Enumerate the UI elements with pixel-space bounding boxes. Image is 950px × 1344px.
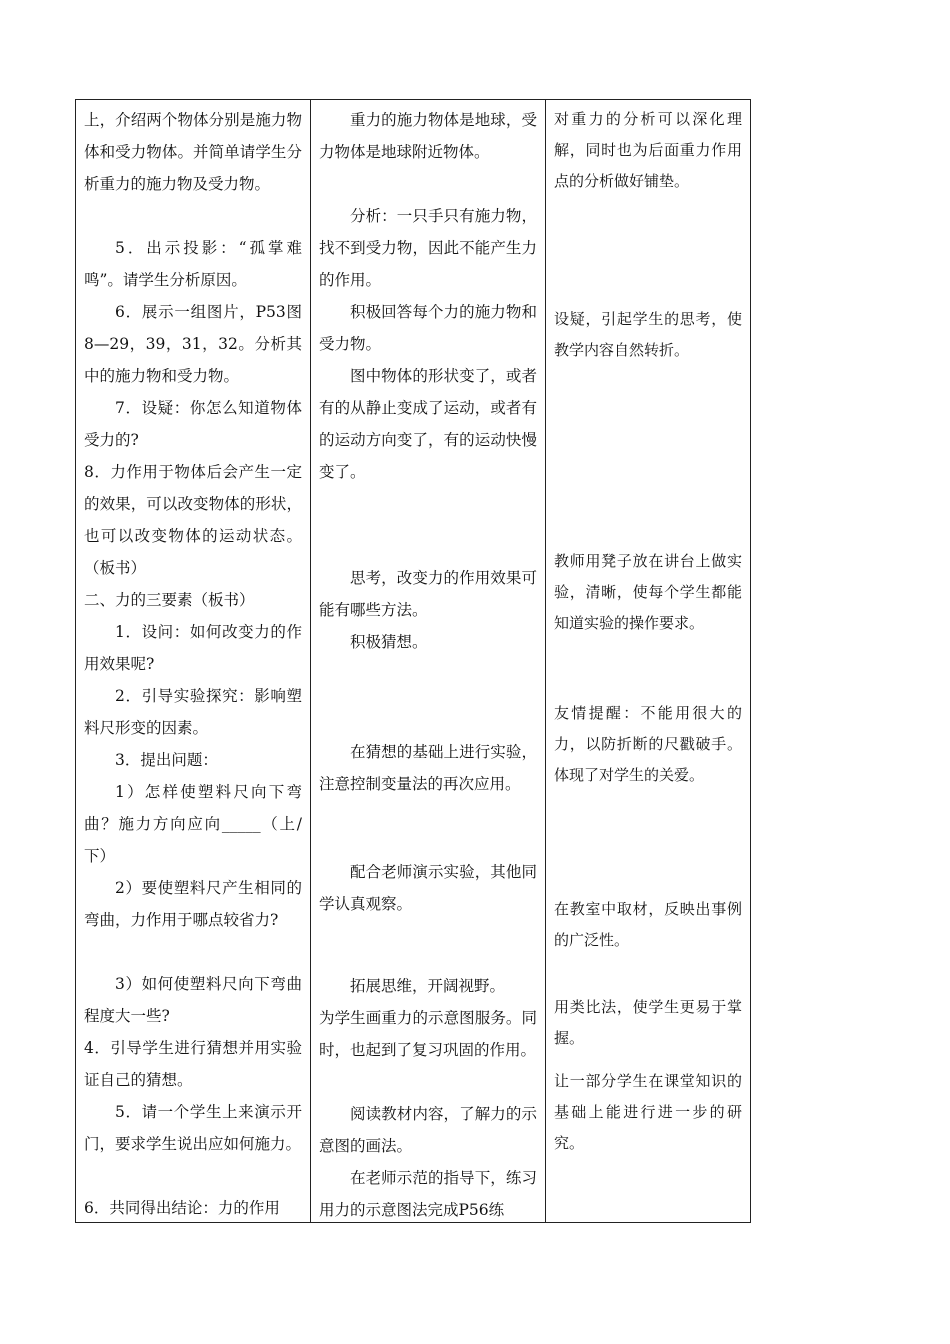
intent-paragraph: 用类比法，使学生更易于掌握。 xyxy=(554,998,742,1047)
question-paragraph: 1）怎样使塑料尺向下弯曲？施力方向应向_____（上/下） xyxy=(84,783,302,865)
teacher-paragraph: 5．出示投影：“孤掌难鸣”。请学生分析原因。 xyxy=(84,239,302,289)
student-paragraph: 配合老师演示实验，其他同学认真观察。 xyxy=(319,863,537,913)
student-paragraph: 拓展思维，开阔视野。 xyxy=(350,977,506,995)
student-paragraph: 图中物体的形状变了，或者有的从静止变成了运动，或者有的运动方向变了，有的运动快慢变了。 xyxy=(319,367,537,481)
student-activity-column xyxy=(311,100,546,1222)
student-paragraph: 分析：一只手只有施力物，找不到受力物，因此不能产生力的作用。 xyxy=(319,207,537,289)
student-paragraph: 重力的施力物体是地球，受力物体是地球附近物体。 xyxy=(319,111,537,161)
intent-paragraph: 让一部分学生在课堂知识的基础上能进行进一步的研究。 xyxy=(554,1072,742,1152)
teacher-paragraph: 6．展示一组图片，P53图8—29，39，31，32。分析其中的施力物和受力物。 xyxy=(84,303,302,385)
lesson-table xyxy=(75,99,751,1223)
teacher-paragraph: 5．请一个学生上来演示开门，要求学生说出应如何施力。 xyxy=(84,1103,302,1153)
design-intent-column xyxy=(546,100,750,1222)
intent-paragraph: 对重力的分析可以深化理解，同时也为后面重力作用点的分析做好铺垫。 xyxy=(554,110,742,190)
teacher-paragraph: 1．设问：如何改变力的作用效果呢? xyxy=(84,623,302,673)
student-paragraph: 积极回答每个力的施力物和受力物。 xyxy=(319,303,537,353)
intent-paragraph: 教师用凳子放在讲台上做实验，清晰，使每个学生都能知道实验的操作要求。 xyxy=(554,552,742,632)
teacher-paragraph: 7．设疑：你怎么知道物体受力的? xyxy=(84,399,302,449)
teacher-paragraph: 8．力作用于物体后会产生一定的效果，可以改变物体的形状，也可以改变物体的运动状态。（板书） xyxy=(84,463,302,577)
teacher-paragraph: 3．提出问题： xyxy=(115,751,218,769)
question-paragraph: 2）要使塑料尺产生相同的弯曲，力作用于哪点较省力? xyxy=(84,879,302,929)
teacher-paragraph: 上，介绍两个物体分别是施力物体和受力物体。并简单请学生分析重力的施力物及受力物。 xyxy=(84,111,302,193)
teacher-paragraph: 4．引导学生进行猜想并用实验证自己的猜想。 xyxy=(84,1039,302,1089)
student-paragraph: 思考，改变力的作用效果可能有哪些方法。 xyxy=(319,569,537,619)
student-paragraph: 在猜想的基础上进行实验，注意控制变量法的再次应用。 xyxy=(319,743,537,793)
question-paragraph: 3）如何使塑料尺向下弯曲程度大一些? xyxy=(84,975,302,1025)
student-paragraph: 阅读教材内容，了解力的示意图的画法。 xyxy=(319,1105,537,1155)
intent-paragraph: 在教室中取材，反映出事例的广泛性。 xyxy=(554,900,742,949)
intent-paragraph: 友情提醒：不能用很大的力，以防折断的尺戳破手。体现了对学生的关爱。 xyxy=(554,704,742,784)
student-paragraph: 积极猜想。 xyxy=(350,633,428,651)
teacher-paragraph: 2．引导实验探究：影响塑料尺形变的因素。 xyxy=(84,687,302,737)
student-paragraph: 在老师示范的指导下，练习用力的示意图法完成P56练 xyxy=(319,1169,537,1219)
teacher-paragraph: 6．共同得出结论：力的作用 xyxy=(84,1199,280,1217)
intent-paragraph: 设疑，引起学生的思考，使教学内容自然转折。 xyxy=(554,310,742,359)
student-paragraph: 为学生画重力的示意图服务。同时，也起到了复习巩固的作用。 xyxy=(319,1009,537,1059)
section-heading: 二、力的三要素（板书） xyxy=(84,591,255,609)
teacher-activity-column xyxy=(76,100,311,1222)
